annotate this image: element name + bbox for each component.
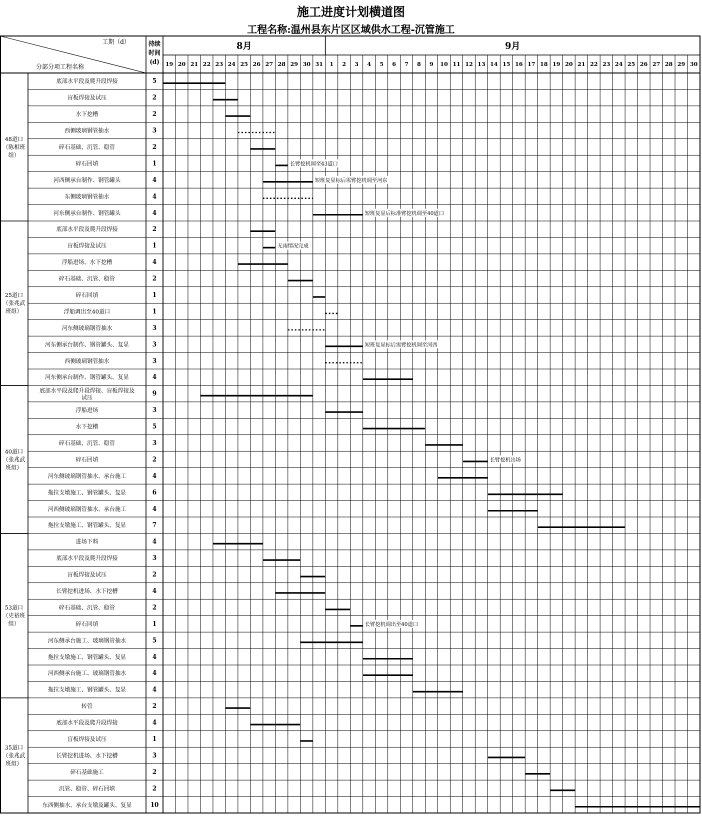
task-name: 河西侧承台制作、钢管罐头 [53, 177, 121, 184]
day-label: 17 [527, 62, 536, 68]
bar-note: 短班复显标后需臂挖机调至河东 [314, 177, 388, 184]
task-name: 河西侧玻璃钢管抽水、承台施工 [47, 506, 127, 513]
task-duration: 2 [152, 768, 157, 776]
task-name: 碎石基础施工 [70, 769, 104, 776]
task-name: 拖拉支墩施工、钢管罐头、复显 [47, 523, 127, 530]
task-duration: 4 [152, 176, 157, 184]
task-name: 碎石回填 [75, 293, 99, 299]
task-duration: 4 [152, 209, 157, 217]
day-label: 15 [502, 62, 511, 68]
task-duration: 3 [152, 324, 157, 332]
group-label: 35道口 [4, 745, 24, 752]
group-label: 组） [8, 621, 20, 628]
task-name: 底部水平段及爬升段焊接、盲板焊接及 [39, 388, 135, 395]
task-duration: 2 [152, 275, 157, 283]
day-label: 25 [627, 62, 636, 68]
day-label: 30 [302, 62, 311, 68]
task-duration: 1 [152, 160, 157, 168]
day-label: 23 [215, 62, 224, 68]
task-name: 东侧玻璃钢管抽水 [64, 194, 110, 201]
day-label: 21 [577, 62, 586, 68]
task-duration: 2 [152, 571, 157, 579]
group-label: （张兆武 [2, 753, 26, 760]
month-9-label: 9月 [505, 42, 521, 52]
task-duration: 1 [152, 736, 157, 743]
day-label: 12 [465, 62, 473, 68]
task-duration: 5 [152, 637, 157, 645]
task-name: 碎石回填 [75, 161, 99, 168]
task-duration: 5 [152, 423, 157, 431]
task-name: 碎石基础、沉管、稳管 [59, 145, 115, 151]
group-label: 53道口 [4, 605, 24, 612]
bar-note: 短班复显后标准臂挖机调至40道口 [364, 210, 445, 217]
group-label: 班组） [5, 761, 23, 768]
bar-note: 长臂挖机调出至40道口 [364, 621, 419, 628]
day-label: 3 [354, 62, 359, 68]
task-name: 转管 [81, 704, 93, 711]
group-label: 48道口 [4, 137, 24, 143]
day-label: 18 [539, 62, 548, 68]
task-name: 浮船进场 [75, 408, 99, 415]
bar-note: 短班复显标后需臂挖机调至河西 [364, 342, 438, 349]
task-duration: 9 [152, 390, 157, 398]
day-label: 13 [477, 62, 486, 68]
day-label: 5 [379, 62, 384, 68]
task-duration: 2 [152, 111, 157, 119]
task-name: 进场下料 [75, 539, 99, 546]
task-duration: 1 [152, 308, 157, 316]
task-name: 河东侧承台制作、钢管罐头 [53, 210, 121, 217]
task-duration: 3 [152, 127, 157, 135]
task-name: 河东侧玻璃钢管抽水、承台施工 [47, 473, 127, 480]
task-duration: 4 [152, 374, 157, 382]
task-name: 河西侧承台施工、玻璃钢管抽水 [47, 671, 127, 678]
task-name: 碎石回填 [75, 457, 99, 464]
project-name: 工程名称:温州县东片区区域供水工程-沉管施工 [247, 25, 455, 36]
task-duration: 3 [152, 440, 157, 447]
task-duration: 3 [152, 555, 157, 563]
day-label: 6 [392, 62, 396, 68]
task-duration: 3 [152, 752, 157, 760]
task-name: 盲板焊接及试压 [67, 95, 107, 102]
day-label: 19 [552, 62, 561, 68]
group-label: 40道口 [4, 449, 24, 456]
task-name: 底部水平段及爬升段焊接 [56, 79, 118, 86]
task-name: 沉管、稳管、碎石回填 [59, 786, 115, 793]
task-duration: 2 [152, 785, 157, 793]
duration-header: 持续 [148, 41, 161, 48]
task-duration: 4 [152, 653, 157, 661]
task-duration: 4 [152, 670, 157, 678]
task-duration: 2 [152, 226, 157, 234]
day-label: 2 [342, 62, 347, 68]
task-duration: 4 [152, 538, 157, 546]
day-label: 20 [177, 62, 186, 68]
task-name: 试压 [81, 395, 93, 402]
task-name: 浮船进场、水下挖槽 [61, 260, 113, 267]
task-name: 河东侧玻璃钢管抽水 [61, 325, 113, 332]
task-duration: 4 [152, 719, 157, 727]
task-duration: 4 [152, 686, 157, 694]
day-label: 27 [265, 62, 274, 68]
task-name: 拖拉支墩施工、钢管罐头、复显 [47, 490, 127, 497]
task-name: 长臂挖机进场、水下挖槽 [56, 589, 118, 595]
task-name: 底部水平段及爬升段焊接 [56, 556, 118, 563]
day-label: 24 [227, 62, 236, 68]
day-label: 4 [367, 62, 372, 68]
task-name: 河东侧承台制作、钢管罐头、复显 [45, 375, 129, 382]
day-label: 7 [404, 62, 409, 68]
day-label: 10 [440, 62, 448, 68]
task-duration: 4 [152, 259, 157, 267]
task-name: 东西侧抽水、承台支墩及罐头、复显 [42, 802, 132, 809]
task-name: 底部水平段及爬升段焊接 [56, 720, 118, 727]
task-name: 盲板焊接及试压 [67, 243, 107, 250]
day-label: 11 [452, 62, 461, 68]
group-label: （史裕班 [2, 613, 26, 620]
task-name: 碎石基础、沉管、稳管 [59, 605, 115, 612]
task-duration: 2 [152, 604, 157, 612]
task-duration: 4 [152, 472, 157, 480]
task-duration: 4 [152, 193, 157, 201]
corner-label-period: 工期（d） [102, 39, 130, 46]
group-label: （陈相班 [2, 145, 26, 151]
task-duration: 3 [152, 407, 157, 415]
day-label: 8 [417, 62, 421, 68]
day-label: 20 [564, 62, 573, 68]
day-label: 9 [429, 62, 434, 68]
task-duration: 2 [152, 456, 157, 464]
task-name: 西侧玻璃钢管抽水 [64, 128, 110, 135]
day-label: 28 [277, 62, 286, 68]
task-duration: 4 [152, 505, 157, 513]
task-duration: 1 [152, 620, 157, 628]
task-name: 西侧玻璃钢管抽水 [64, 358, 110, 365]
duration-header: 时间 [148, 50, 161, 57]
task-duration: 6 [152, 489, 157, 497]
day-label: 30 [689, 62, 698, 68]
group-label: 班组） [5, 309, 23, 316]
day-label: 24 [614, 62, 623, 68]
group-label: （张兆武 [2, 301, 26, 308]
day-label: 22 [589, 62, 598, 68]
task-duration: 1 [152, 242, 157, 250]
day-label: 26 [639, 62, 648, 68]
day-label: 14 [490, 62, 498, 68]
group-label: 组） [8, 153, 20, 159]
task-name: 水下挖槽 [75, 424, 99, 431]
corner-label-items: 分部分项工程名称 [35, 64, 85, 71]
day-label: 23 [602, 62, 611, 68]
task-duration: 4 [152, 588, 157, 595]
task-duration: 2 [152, 703, 157, 711]
task-duration: 5 [152, 78, 157, 86]
document-title: 施工进度计划横道图 [296, 5, 405, 19]
task-duration: 2 [152, 144, 157, 151]
group-label: （张兆武 [2, 457, 26, 464]
task-duration: 1 [152, 292, 157, 299]
task-name: 底部水平段及爬升段焊接 [56, 227, 118, 234]
day-label: 27 [652, 62, 661, 68]
day-label: 29 [290, 62, 299, 68]
bar-note: 无雨情况完成 [277, 243, 309, 250]
task-duration: 3 [152, 341, 157, 349]
task-duration: 2 [152, 94, 157, 102]
task-duration: 3 [152, 357, 157, 365]
group-label: 25道口 [4, 293, 24, 300]
day-label: 1 [329, 62, 334, 68]
day-label: 22 [202, 62, 211, 68]
task-name: 水下挖槽 [75, 112, 99, 119]
bar-note: 长臂挖机出场 [489, 457, 521, 464]
task-duration: 7 [152, 522, 157, 530]
task-name: 盲板焊接及试压 [67, 737, 107, 743]
task-name: 碎石回填 [75, 621, 99, 628]
day-label: 31 [315, 62, 324, 68]
task-name: 盲板焊接及试压 [67, 572, 107, 579]
task-name: 河东侧承台施工、玻璃钢管抽水 [47, 638, 127, 645]
task-name: 河东侧承台制作、钢管罐头、复显 [45, 342, 129, 349]
day-label: 25 [240, 62, 249, 68]
day-label: 19 [165, 62, 174, 68]
task-name: 拖拉支墩施工、钢管罐头、复显 [47, 654, 127, 661]
task-duration: 10 [150, 801, 159, 809]
task-name: 浮船调出至40道口 [63, 309, 111, 316]
day-label: 28 [664, 62, 673, 68]
day-label: 26 [252, 62, 261, 68]
group-label: 班组） [5, 465, 23, 472]
task-name: 长臂挖机进场、水下挖槽 [56, 753, 118, 760]
bar-note: 长臂挖机调至43道口 [289, 161, 338, 168]
month-8-label: 8月 [236, 42, 252, 52]
task-name: 拖拉支墩施工、钢管罐头、复显 [47, 687, 127, 694]
task-name: 碎石基础、沉管、稳管 [59, 441, 115, 447]
task-name: 碎石基础、沉管、稳管 [59, 276, 115, 283]
day-label: 21 [190, 62, 199, 68]
day-label: 16 [515, 62, 523, 68]
day-label: 29 [677, 62, 686, 68]
duration-header: (d) [149, 59, 160, 66]
